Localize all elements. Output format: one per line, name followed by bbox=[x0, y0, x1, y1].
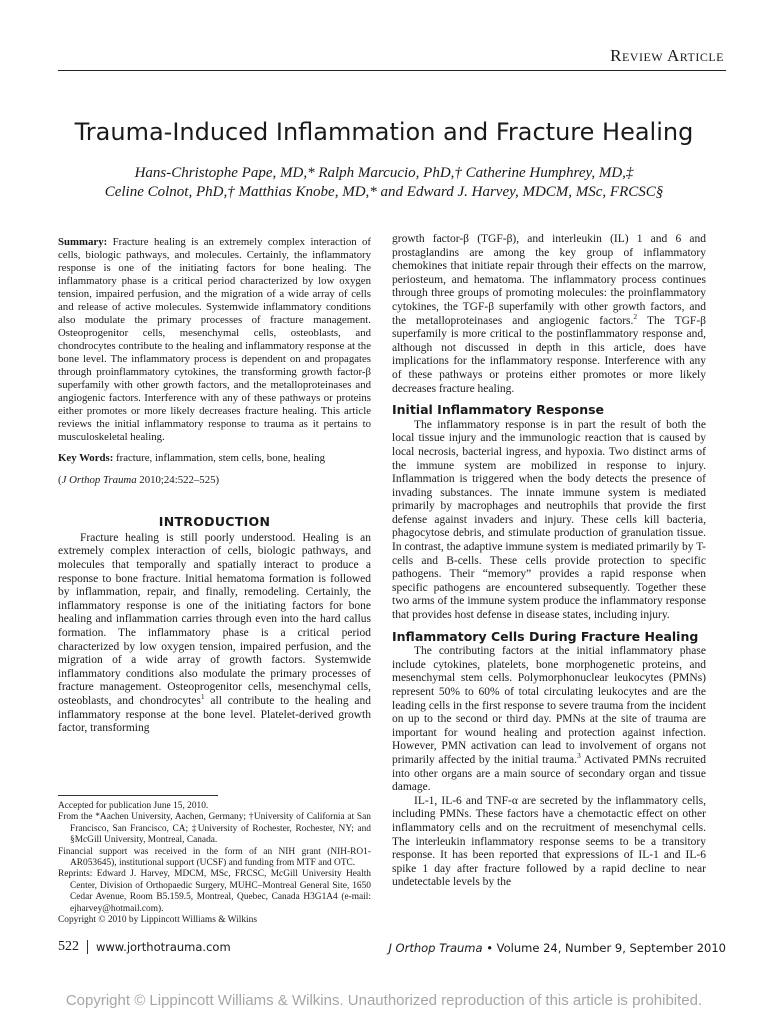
reference-1: 1 bbox=[200, 692, 205, 702]
footer-journal-name: J Orthop Trauma bbox=[388, 941, 483, 955]
article-title: Trauma-Induced Inflammation and Fracture Healing bbox=[74, 118, 694, 146]
author-list bbox=[0, 164, 768, 202]
footnote-copyright: Copyright © 2010 by Lippincott Williams & Wilkins bbox=[58, 915, 257, 926]
initial-inflammatory-response-paragraph: The inflammatory response is in part the result of both the local tissue injury and the immunologic reaction that is caused by local necrosis, bacterial ingress, and hypoxia. Two distinct arms of the immune system are mobilized in response to injury. Inflammation is triggered when the body detects the presence of invading substances. The innate immune system is mediated primarily by macrophages and neutrophils that provide the first defense against invaders and injury. These cells kill bacteria, phagocytose debris, and stimulate production of granulation tissue. In contrast, the adaptive immune system is mediated primarily by T-cells and B-cells. These cells provide protection to specific pathogens. Their “memory” provides a rapid response when specific pathogens are encountered subsequently. Together these two arms of the immune system produce the inflammatory response that provides host defense in disease states, including injury. bbox=[392, 418, 706, 622]
cells-text-b: Activated PMNs recruited into other organs are a main source of secondary organ and tissue damage. bbox=[392, 753, 706, 794]
citation-journal: J Orthop Trauma bbox=[61, 473, 137, 486]
citation-rest: 2010;24:522–525) bbox=[136, 473, 220, 486]
summary-label: Summary: bbox=[58, 236, 108, 248]
key-words-text: fracture, inflammation, stem cells, bone, healing bbox=[116, 452, 325, 464]
reference-2: 2 bbox=[633, 311, 638, 321]
journal-url: www.jorthotrauma.com bbox=[96, 940, 231, 954]
intro-text-b: all contribute to the healing and inflammatory response at the bone level. Platelet-derived growth factor, transforming bbox=[58, 694, 371, 735]
intro-text-a: Fracture healing is still poorly understood. Healing is an extremely complex interaction of cells, biologic pathways, and molecules that temporally and spatially interact to produce a response to bone fracture. Initial hematoma formation is followed by inflammation, repair, and finally, remodeling. Certainly, the inflammatory response is one of the initiating factors for bone healing and inflammation carries through even into the hard callus formation. The inflammatory phase is a critical period characterized by low oxygen tension, impaired perfusion, and the migration of a wide array of growth factors. Systemwide inflammatory conditions also modulate the primary processes of fracture management. Osteoprogenitor cells, mesenchymal cells, osteoblasts, and chondrocytes bbox=[58, 531, 371, 707]
reference-3: 3 bbox=[576, 751, 581, 761]
citation-open: ( bbox=[58, 473, 62, 486]
key-words-label: Key Words: bbox=[58, 452, 114, 464]
introduction-paragraph bbox=[58, 532, 371, 736]
right-intro-text-b: The TGF-β superfamily is more critical to the postinflammatory response and, although not discussed in depth in this article, does have implications for the inflammatory response. Interference with any of these pathways or proteins either promotes or more likely decreases fracture healing. bbox=[392, 314, 706, 395]
right-intro-text-a: growth factor-β (TGF-β), and interleukin (IL) 1 and 6 and prostaglandins are among the key group of inflammatory chemokines that initiate repair through their effects on the marrow, periosteum, and hematoma. The inflammatory process continues through three groups of promoting molecules: the proinflammatory cytokines, the TGF-β superfamily with other growth factors, and the metalloproteinases and angiogenic factors. bbox=[392, 233, 706, 327]
summary-abstract bbox=[58, 236, 371, 444]
footnotes bbox=[58, 795, 371, 926]
introduction-heading: INTRODUCTION bbox=[158, 514, 271, 530]
page-number: 522 bbox=[58, 939, 79, 954]
header-rule bbox=[58, 70, 726, 71]
author-line-2: Celine Colnot, PhD,† Matthias Knobe, MD,* and Edward J. Harvey, MDCM, MSc, FRCSC§ bbox=[104, 184, 664, 200]
right-column bbox=[392, 233, 706, 890]
copyright-notice: Copyright © Lippincott Williams & Wilkins. Unauthorized reproduction of this article is prohibited. bbox=[65, 992, 703, 1009]
left-column bbox=[58, 236, 371, 736]
footnote-reprints: Reprints: Edward J. Harvey, MDCM, MSc, FRCSC, McGill University Health Center, Division of Orthopaedic Surgery, MUHC–Montreal General Site, 1650 Cedar Avenue, Room B5.159.5, Montreal, Quebec, Canada H3G1A4 (e-mail: ejharvey@hotmail.com). bbox=[58, 869, 371, 914]
inflammatory-cells-paragraph-1 bbox=[392, 645, 706, 795]
footnote-affiliations: From the *Aachen University, Aachen, Germany; †University of California at San Francisco, San Francisco, CA; ‡University of Rochester, Rochester, NY; and §McGill University, Montreal, Canada. bbox=[58, 812, 371, 846]
initial-inflammatory-response-heading: Initial Inflammatory Response bbox=[392, 402, 605, 418]
footnote-rule bbox=[58, 795, 218, 796]
key-words bbox=[58, 452, 371, 466]
inflammatory-cells-heading: Inflammatory Cells During Fracture Healing bbox=[392, 628, 699, 644]
citation bbox=[58, 474, 371, 488]
intro-continuation-paragraph bbox=[392, 233, 706, 396]
footer-issue: • Volume 24, Number 9, September 2010 bbox=[482, 941, 726, 955]
summary-text: Fracture healing is an extremely complex interaction of cells, biologic pathways, and molecules. Certainly, the inflammatory response is one of the initiating factors for bone healing. The inflammatory phase is a critical period characterized by low oxygen tension, impaired perfusion, and the migration of a wide array of cells and release of active molecules. Systemwide inflammatory conditions also modulate the primary processes of fracture management. Osteoprogenitor cells, mesenchymal cells, osteoblasts, and chondrocytes contribute to the healing and inflammatory response at the bone level. The inflammatory process is dependent on and propagates through proinflammatory cytokines, the transforming growth factor-β superfamily with other growth factors, and the metalloproteinases and angiogenic factors. Interference with any of these pathways or proteins either promotes or more likely decreases fracture healing. This article reviews the initial inflammatory response to trauma as it pertains to musculoskeletal healing. bbox=[58, 236, 372, 443]
footer-journal-info bbox=[0, 941, 726, 955]
footnote-accepted: Accepted for publication June 15, 2010. bbox=[58, 801, 209, 811]
inflammatory-cells-paragraph-2: IL-1, IL-6 and TNF-α are secreted by the inflammatory cells, including PMNs. These factors have a chemotactic effect on other inflammatory cells and on the recruitment of mesenchymal cells. The interleukin inflammatory response seems to be a transitory response. It has been reported that expressions of IL-1 and IL-6 spike 1 day after fracture followed by a rapid decline to near undetectable levels by the bbox=[392, 794, 706, 889]
author-line-1: Hans-Christophe Pape, MD,* Ralph Marcucio, PhD,† Catherine Humphrey, MD,‡ bbox=[134, 165, 634, 181]
article-type-label: Review Article bbox=[610, 46, 724, 65]
cells-text-a: The contributing factors at the initial inflammatory phase include cytokines, platelets, bone morphogenetic proteins, and mesenchymal stem cells. Polymorphonuclear leukocytes (PMNs) represent 50% to 60% of total circulating leukocytes and are the leading cells in the first response to severe trauma from the incident on up to the second or third day. PMNs at the site of trauma are important for wound healing and protection against infection. However, PMN activation can lead to involvement of organs not primarily affected by the initial trauma. bbox=[392, 645, 706, 766]
footnote-funding: Financial support was received in the form of an NIH grant (NIH-RO1-AR053645), institutional support (UCSF) and funding from MTF and OTC. bbox=[58, 846, 371, 869]
